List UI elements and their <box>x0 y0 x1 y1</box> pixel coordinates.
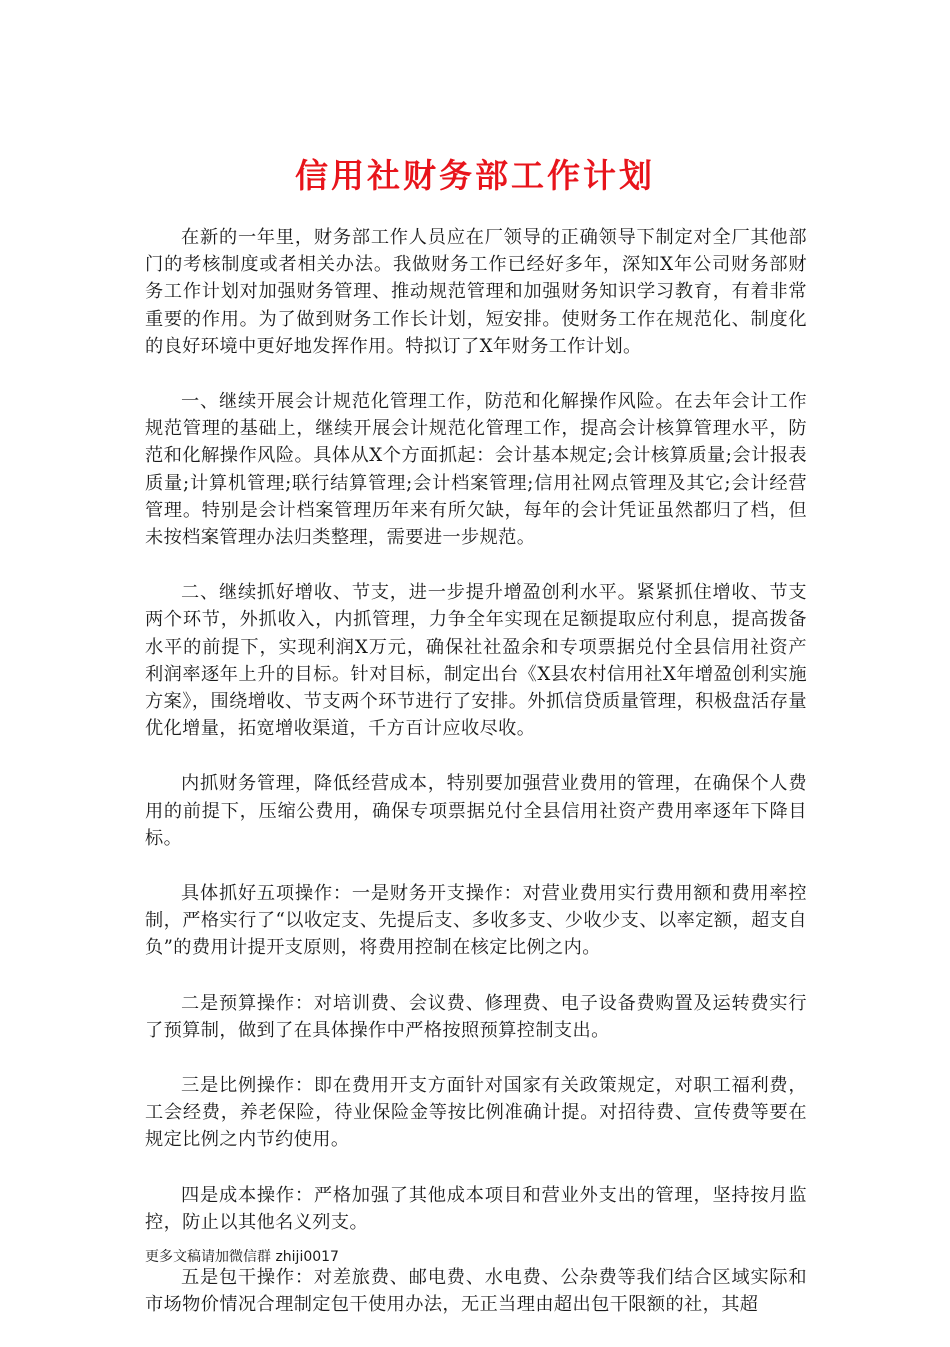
paragraph-five-operations: 具体抓好五项操作：一是财务开支操作：对营业费用实行费用额和费用率控制，严格实行了“以收定支、先提后支、多收多支、少收少支、以率定额，超支自负”的费用计提开支原则，将费用控制在核定比例之内。 <box>145 883 807 959</box>
paragraph-internal-management: 内抓财务管理，降低经营成本，特别要加强营业费用的管理，在确保个人费用的前提下，压缩公费用，确保专项票据兑付全县信用社资产费用率逐年下降目标。 <box>145 773 807 849</box>
paragraph-ratio-operation: 三是比例操作：即在费用开支方面针对国家有关政策规定，对职工福利费，工会经费，养老保险，待业保险金等按比例准确计提。对招待费、宣传费等要在规定比例之内节约使用。 <box>145 1075 807 1151</box>
footer-note: 更多文稿请加微信群 zhiji0017 <box>145 1249 339 1265</box>
paragraph-intro: 在新的一年里，财务部工作人员应在厂领导的正确领导下制定对全厂其他部门的考核制度或者相关办法。我做财务工作已经好多年，深知X年公司财务部财务工作计划对加强财务管理、推动规范管理和加强财务知识学习教育，有着非常重要的作用。为了做到财务工作长计划，短安排。使财务工作在规范化、制度化的良好环境中更好地发挥作用。特拟订了X年财务工作计划。 <box>145 227 807 357</box>
paragraph-section-2: 二、继续抓好增收、节支，进一步提升增盈创利水平。紧紧抓住增收、节支两个环节，外抓收入，内抓管理，力争全年实现在足额提取应付利息，提高拨备水平的前提下，实现利润X万元，确保社社盈余和专项票据兑付全县信用社资产利润率逐年上升的目标。针对目标，制定出台《X县农村信用社X年增盈创利实施方案》，围绕增收、节支两个环节进行了安排。外抓信贷质量管理，积极盘活存量优化增量，拓宽增收渠道，千方百计应收尽收。 <box>145 582 807 740</box>
paragraph-budget-operation: 二是预算操作：对培训费、会议费、修理费、电子设备费购置及运转费实行了预算制，做到了在具体操作中严格按照预算控制支出。 <box>145 992 807 1041</box>
document-body <box>145 224 807 1347</box>
document-title: 信用社财务部工作计划 <box>295 156 655 195</box>
paragraph-contract-operation: 五是包干操作：对差旅费、邮电费、水电费、公杂费等我们结合区域实际和市场物价情况合理制定包干使用办法，无正当理由超出包干限额的社，其超 <box>145 1267 807 1316</box>
paragraph-cost-operation: 四是成本操作：严格加强了其他成本项目和营业外支出的管理，坚持按月监控，防止以其他名义列支。 <box>145 1184 807 1233</box>
paragraph-section-1: 一、继续开展会计规范化管理工作，防范和化解操作风险。在去年会计工作规范管理的基础上，继续开展会计规范化管理工作，提高会计核算管理水平，防范和化解操作风险。具体从X个方面抓起：会计基本规定;会计核算质量;会计报表质量;计算机管理;联行结算管理;会计档案管理;信用社网点管理及其它;会计经营管理。特别是会计档案管理历年来有所欠缺，每年的会计凭证虽然都归了档，但未按档案管理办法归类整理，需要进一步规范。 <box>145 391 807 549</box>
